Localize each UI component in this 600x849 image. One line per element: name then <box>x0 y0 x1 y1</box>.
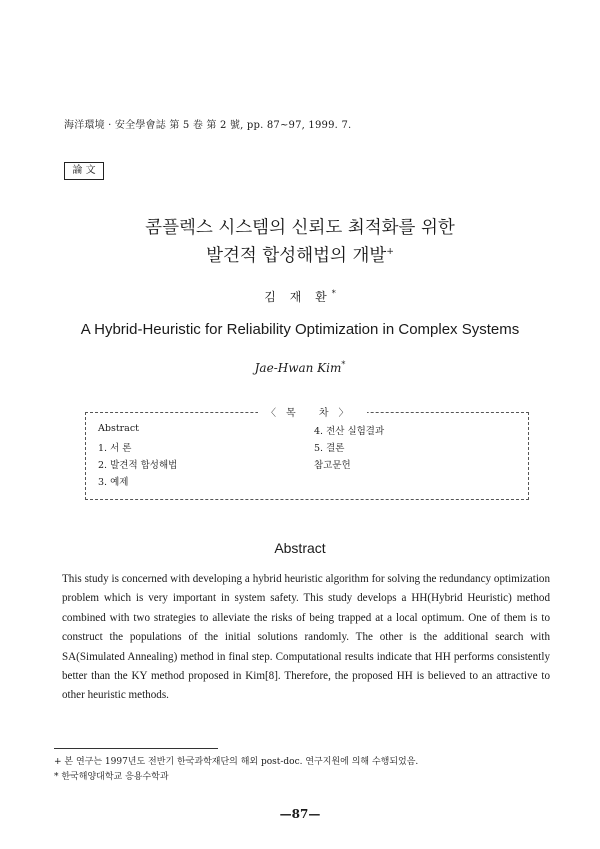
toc-item-heuristic: 2. 발견적 합성해법 <box>98 460 178 471</box>
toc-heading: 〈목 차〉 <box>258 404 367 419</box>
korean-title-line2-text: 발견적 합성해법의 개발 <box>206 246 387 266</box>
toc-item-abstract: Abstract <box>98 423 139 434</box>
page-number: —87— <box>279 807 321 821</box>
toc-item-conclusion: 5. 결론 <box>314 443 345 454</box>
korean-author <box>0 288 600 305</box>
toc-item-experiments: 4. 전산 실험결과 <box>314 426 385 437</box>
footnote-rule <box>54 748 218 749</box>
korean-title-line2 <box>0 242 600 267</box>
korean-author-name: 김 재 환 <box>264 290 332 304</box>
toc-item-intro: 1. 서 론 <box>98 443 132 454</box>
title-footnote-mark: + <box>386 247 394 258</box>
english-title: A Hybrid-Heuristic for Reliability Optimization in Complex Systems <box>80 321 520 338</box>
author-footnote-mark: * <box>331 289 336 298</box>
article-type-tag: 論 文 <box>64 162 104 180</box>
footnote-affiliation: * 한국해양대학교 응용수학과 <box>54 772 169 782</box>
english-author <box>0 360 600 375</box>
abstract-body: This study is concerned with developing a hybrid heuristic algorithm for solving the redundancy optimization problem which is very important in system safety. This study develops a HH(Hybrid Heuristic) method combined with two strategies to alleviate the risks of being trapped at a local optimum. One of them is to construct the populations of the initial solutions randomly. The other is the additional search with SA(Simulated Annealing) method in final step. Computational results indicate that HH performs consistently better than the KY method proposed in Kim[8]. Therefore, the proposed HH is believed to an attractive to other heuristic methods. <box>62 573 550 702</box>
abstract-heading: Abstract <box>274 540 326 556</box>
toc-item-references: 참고문헌 <box>314 460 351 471</box>
english-author-mark: * <box>341 360 346 369</box>
journal-citation: 海洋環境 · 安全學會誌 第 5 卷 第 2 號, pp. 87~97, 1999. 7. <box>64 120 352 131</box>
toc-item-example: 3. 예제 <box>98 477 129 488</box>
table-of-contents-box <box>85 412 529 500</box>
english-author-name: Jae-Hwan Kim <box>254 361 342 375</box>
footnote-funding: + 본 연구는 1997년도 전반기 한국과학재단의 해외 post-doc. 연구지원에 의해 수행되었음. <box>54 757 419 767</box>
korean-title-line1: 콤플렉스 시스템의 신뢰도 최적화를 위한 <box>145 218 455 238</box>
